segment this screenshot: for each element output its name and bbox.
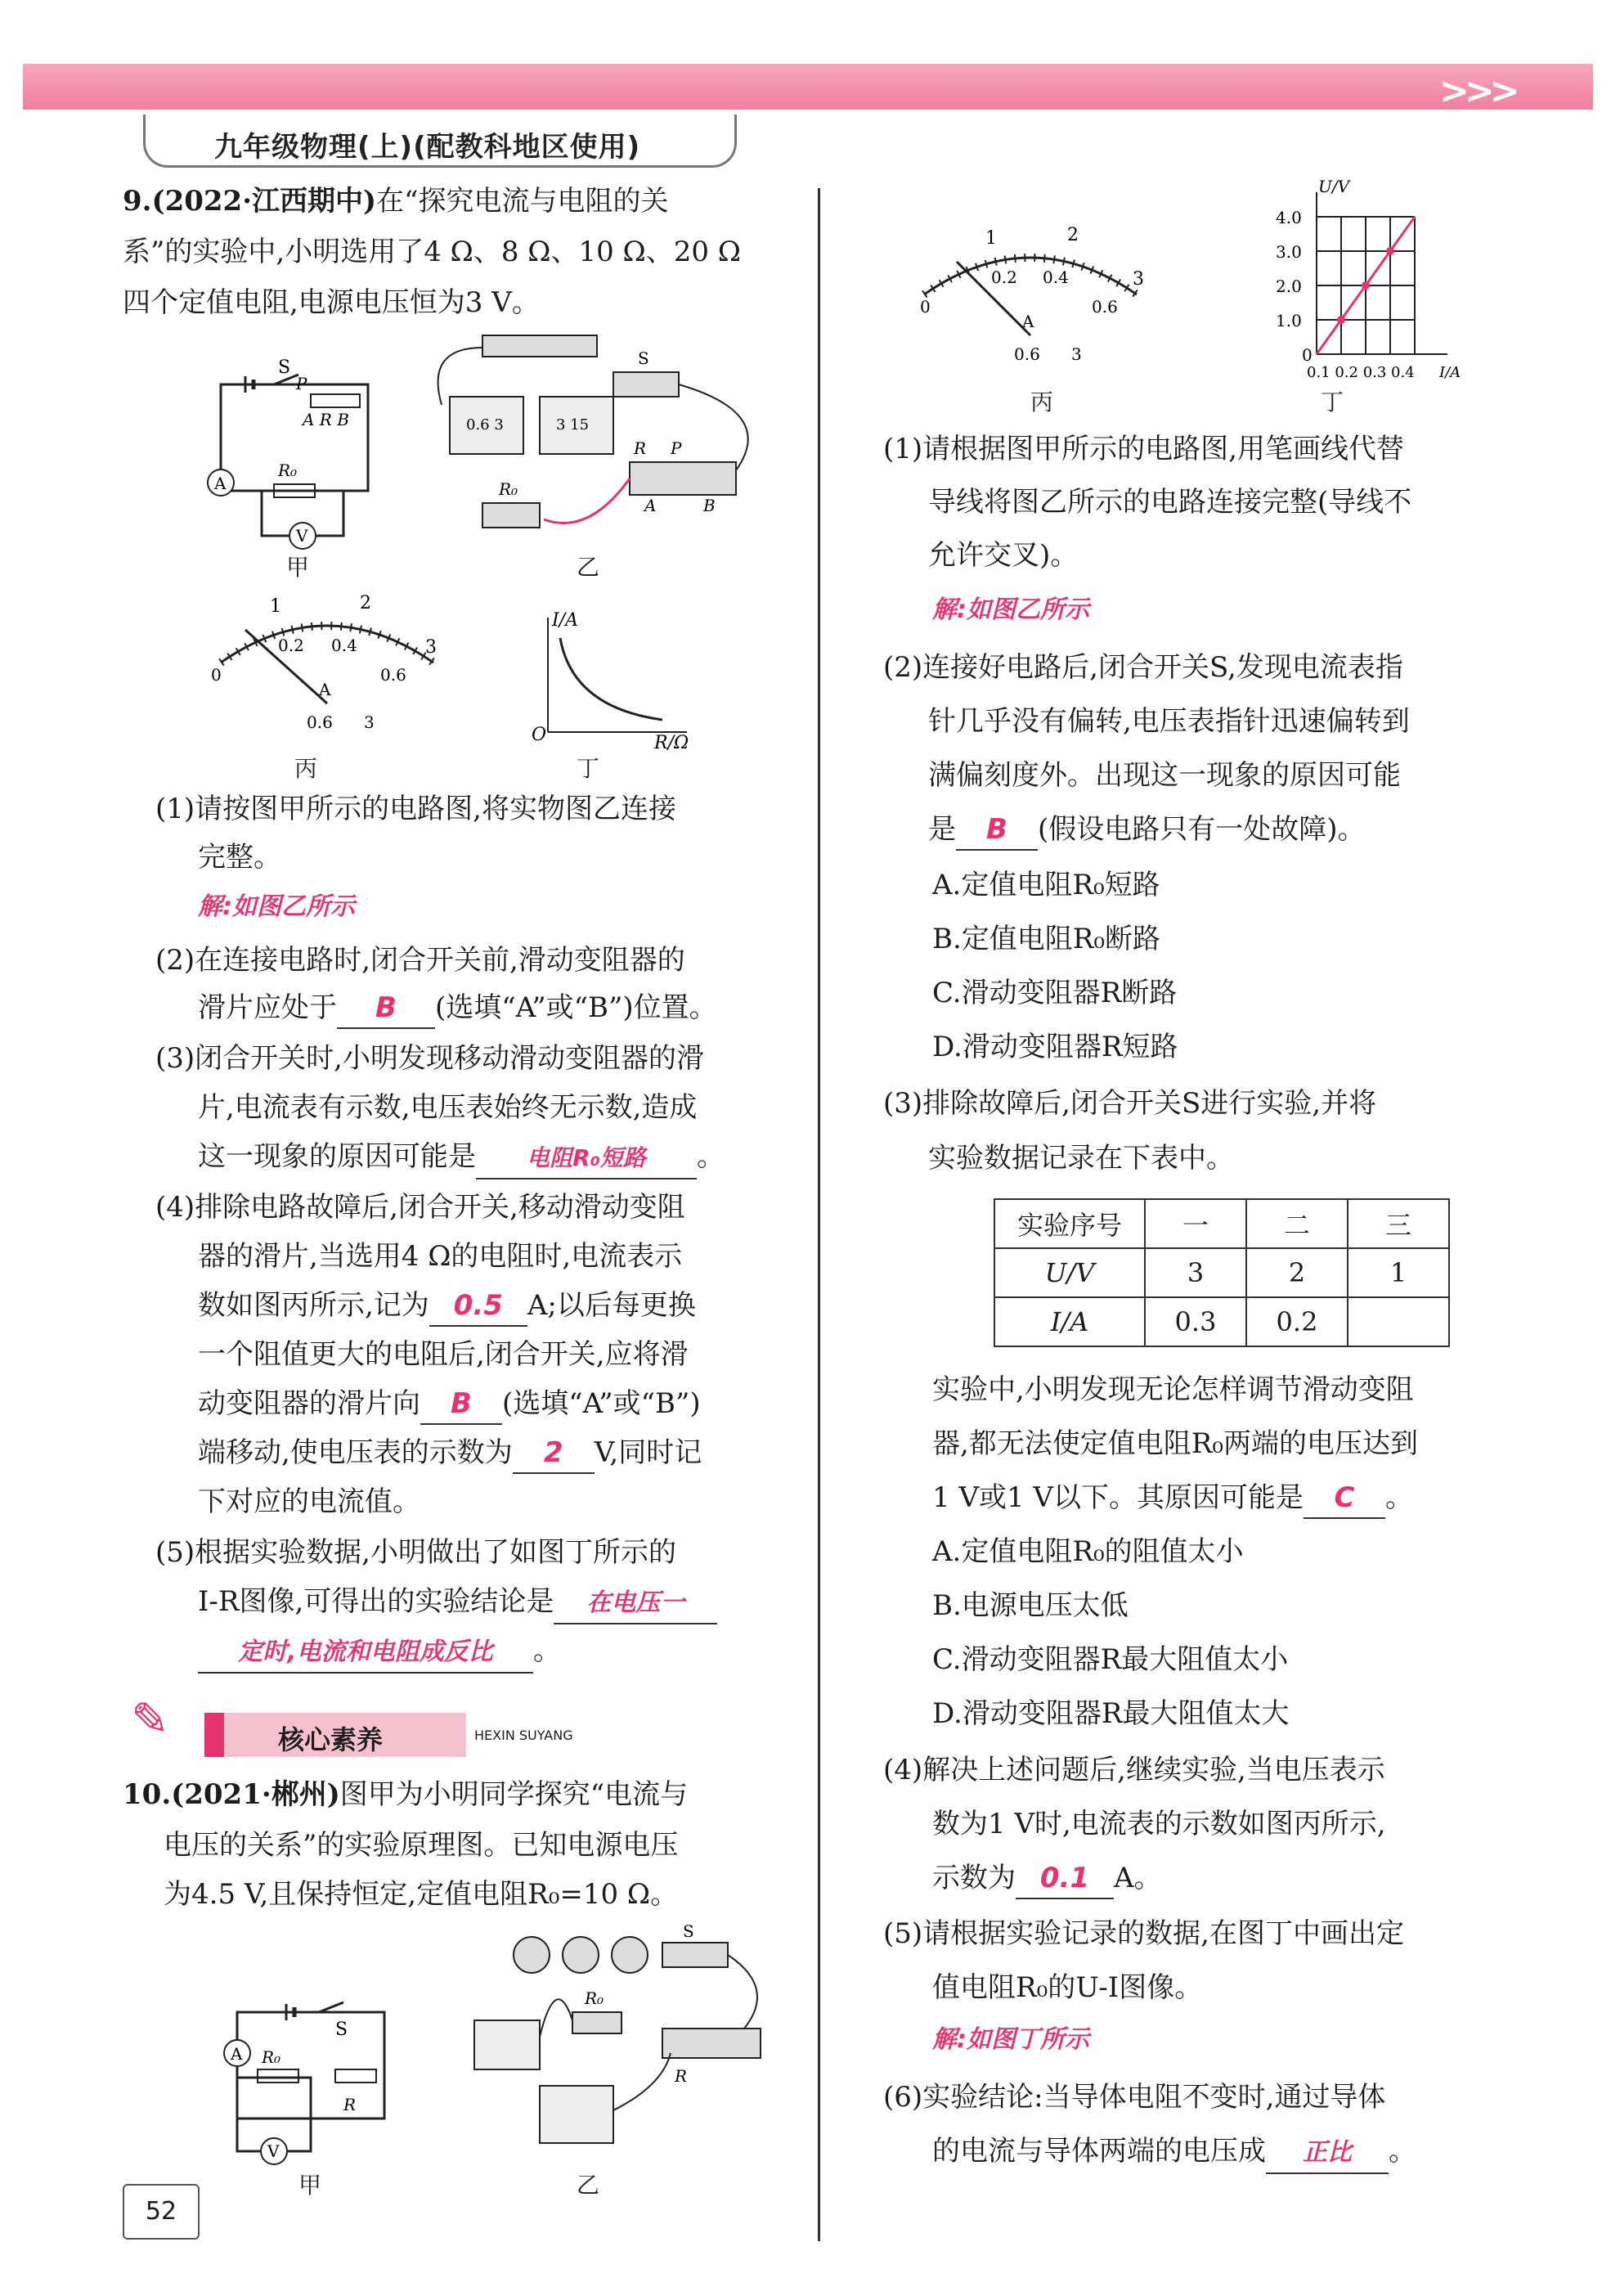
q9-stem-line1: 9.(2022·江西期中)在“探究电流与电阻的关: [123, 185, 669, 218]
q9-p4-line6: 端移动,使电压表的示数为 2 V,同时记: [198, 1433, 702, 1474]
q10-p4-line3: 示数为 0.1 A。: [932, 1858, 1162, 1899]
q9-circuit-diagram-jia: [196, 357, 393, 556]
svg-text:A: A: [214, 474, 227, 493]
q10-caption-ding: 丁: [1321, 389, 1344, 416]
svg-text:0: 0: [211, 665, 222, 685]
q9-ir-graph-ding: [515, 609, 703, 753]
svg-text:S: S: [335, 2020, 348, 2040]
page-header-title: 九年级物理(上)(配教科地区使用): [214, 131, 641, 164]
q10-ui-graph-ding: [1243, 176, 1488, 380]
header-arrows-icon: >>>: [1439, 70, 1515, 112]
table-row: [994, 1199, 1449, 1248]
q9-p3-line2: 片,电流表有示数,电压表始终无示数,造成: [198, 1091, 698, 1124]
q9-p4-line2: 器的滑片,当选用4 Ω的电阻时,电流表示: [198, 1240, 683, 1273]
table-cell: 0.3: [1145, 1297, 1246, 1346]
svg-text:O: O: [532, 725, 547, 745]
q9-p1-line2: 完整。: [198, 841, 281, 874]
svg-text:0: 0: [1302, 345, 1313, 365]
q10-p1-answer: 解:如图乙所示: [932, 595, 1089, 624]
q10-p2-line1: (2)连接好电路后,闭合开关S,发现电流表指: [883, 651, 1403, 684]
svg-text:R₀: R₀: [278, 461, 298, 480]
q10-p2-line2: 针几乎没有偏转,电压表指针迅速偏转到: [928, 705, 1410, 738]
svg-text:P: P: [671, 438, 682, 458]
svg-text:V: V: [267, 2141, 280, 2161]
q10-p6-line1: (6)实验结论:当导体电阻不变时,通过导体: [883, 2081, 1386, 2114]
q10-ammeter-bing: [900, 221, 1161, 376]
svg-text:S: S: [683, 1921, 694, 1941]
q10-p2-line3: 满偏刻度外。出现这一现象的原因可能: [928, 759, 1401, 792]
table-header-cell: 三: [1348, 1199, 1449, 1248]
q9-p1-answer: 解:如图乙所示: [198, 892, 355, 921]
q9-p4-line3: 数如图丙所示,记为 0.5 A;以后每更换: [198, 1286, 696, 1327]
svg-text:2: 2: [1067, 225, 1079, 245]
table-row: [994, 1248, 1449, 1297]
q10-caption-jia: 甲: [298, 2172, 322, 2199]
q9-p3-line1: (3)闭合开关时,小明发现移动滑动变阻器的滑: [155, 1042, 704, 1075]
table-header-cell: 实验序号: [994, 1199, 1145, 1248]
svg-text:3: 3: [1133, 269, 1144, 290]
svg-text:B: B: [703, 496, 716, 515]
svg-text:3 15: 3 15: [556, 416, 590, 434]
q10-p3-line1: (3)排除故障后,闭合开关S进行实验,并将: [883, 1087, 1377, 1120]
svg-text:0.4: 0.4: [331, 636, 357, 655]
svg-text:3.0: 3.0: [1276, 242, 1302, 262]
q9-p4-line7: 下对应的电流值。: [198, 1485, 420, 1518]
svg-text:2: 2: [360, 593, 371, 613]
svg-text:0.6: 0.6: [307, 712, 333, 732]
q10-p4-line1: (4)解决上述问题后,继续实验,当电压表示: [883, 1754, 1385, 1786]
q10-p3-option-d: D.滑动变阻器R最大阻值太大: [932, 1697, 1290, 1730]
table-cell: I/A: [994, 1297, 1145, 1346]
q9-p5-answer1: 在电压一: [554, 1584, 717, 1624]
table-cell: 3: [1145, 1248, 1246, 1297]
pen-icon: ✎: [131, 1693, 169, 1746]
table-row: [994, 1297, 1449, 1346]
q10-stem-line3: 为4.5 V,且保持恒定,定值电阻R₀=10 Ω。: [164, 1878, 679, 1911]
svg-text:0.6: 0.6: [380, 665, 406, 685]
q10-p5-line1: (5)请根据实验记录的数据,在图丁中画出定: [883, 1917, 1404, 1950]
q10-p2-answer: B: [956, 810, 1038, 851]
q10-p1-line1: (1)请根据图甲所示的电路图,用笔画线代替: [883, 433, 1404, 465]
q10-p5-line2: 值电阻R₀的U-I图像。: [932, 1971, 1203, 2004]
q9-caption-ding: 丁: [577, 755, 600, 782]
q10-p3-line2: 实验数据记录在下表中。: [928, 1142, 1234, 1175]
svg-text:A: A: [644, 496, 657, 515]
column-divider: [818, 188, 820, 2241]
q10-p3b-line3: 1 V或1 V以下。其原因可能是 C 。: [932, 1478, 1413, 1519]
svg-text:1: 1: [985, 228, 997, 249]
svg-text:0.6: 0.6: [1014, 344, 1040, 364]
svg-text:U/V: U/V: [1318, 177, 1350, 196]
section-badge-title: 核心素养: [278, 1724, 384, 1755]
q10-p3-option-b: B.电源电压太低: [932, 1589, 1129, 1622]
svg-text:3: 3: [364, 712, 375, 732]
q10-p3-option-c: C.滑动变阻器R最大阻值太小: [932, 1643, 1289, 1676]
q9-caption-yi: 乙: [577, 554, 600, 581]
q9-p2-line2: 滑片应处于 B (选填“A”或“B”)位置。: [198, 988, 717, 1029]
q9-p1-line1: (1)请按图甲所示的电路图,将实物图乙连接: [155, 793, 676, 825]
q9-p5-line1: (5)根据实验数据,小明做出了如图丁所示的: [155, 1536, 676, 1569]
q10-p5-answer: 解:如图丁所示: [932, 2025, 1089, 2054]
q10-p1-line3: 允许交叉)。: [928, 539, 1079, 572]
q10-p2-option-d: D.滑动变阻器R短路: [932, 1031, 1178, 1063]
q9-p3-line3: 这一现象的原因可能是 电阻R₀短路 。: [198, 1137, 725, 1179]
svg-text:0.2: 0.2: [278, 636, 304, 655]
table-cell: 1: [1348, 1248, 1449, 1297]
q9-stem-line3: 四个定值电阻,电源电压恒为3 V。: [123, 286, 540, 319]
svg-text:V: V: [296, 526, 308, 546]
q9-caption-jia: 甲: [286, 554, 310, 581]
q10-physical-circuit-yi: [466, 1922, 793, 2168]
svg-text:0.4: 0.4: [1043, 267, 1069, 287]
table-cell: [1348, 1297, 1449, 1346]
q10-p6-answer: 正比: [1266, 2133, 1389, 2174]
table-header-cell: 二: [1246, 1199, 1348, 1248]
svg-text:A R B: A R B: [303, 410, 349, 429]
section-badge-subtitle: HEXIN SUYANG: [474, 1728, 573, 1743]
q10-stem-line2: 电压的关系”的实验原理图。已知电源电压: [164, 1829, 679, 1862]
svg-text:R: R: [675, 2066, 688, 2086]
svg-text:2.0: 2.0: [1276, 276, 1302, 296]
svg-text:I/A: I/A: [1439, 364, 1461, 381]
q10-p3b-answer: C: [1304, 1478, 1385, 1519]
svg-text:S: S: [638, 348, 649, 368]
q9-p4-answer3: 2: [513, 1433, 595, 1474]
q9-ammeter-bing: [196, 589, 458, 744]
svg-text:A: A: [1022, 312, 1034, 331]
section-badge: [204, 1713, 466, 1757]
q10-p2-line4: 是 B (假设电路只有一处故障)。: [928, 810, 1366, 851]
q10-p2-option-b: B.定值电阻R₀断路: [932, 923, 1161, 955]
q9-p4-answer1: 0.5: [429, 1286, 527, 1327]
q10-p4-answer: 0.1: [1016, 1858, 1114, 1899]
q10-stem-line1: 10.(2021·郴州)图甲为小明同学探究“电流与: [123, 1778, 689, 1811]
page-number: 52: [123, 2184, 200, 2240]
q9-p4-answer2: B: [420, 1384, 502, 1425]
q10-circuit-diagram-jia: [221, 1996, 401, 2176]
svg-text:0.2: 0.2: [991, 267, 1017, 287]
table-cell: U/V: [994, 1248, 1145, 1297]
svg-text:S: S: [278, 357, 291, 378]
q9-p2-line1: (2)在连接电路时,闭合开关前,滑动变阻器的: [155, 944, 685, 977]
q10-caption-bing: 丙: [1030, 389, 1054, 416]
table-cell: 2: [1246, 1248, 1348, 1297]
q9-p4-line4: 一个阻值更大的电阻后,闭合开关,应将滑: [198, 1338, 689, 1371]
svg-text:0: 0: [920, 297, 931, 317]
svg-text:R: R: [634, 438, 647, 458]
svg-text:3: 3: [1071, 344, 1082, 364]
svg-text:P: P: [296, 374, 307, 393]
svg-text:R₀: R₀: [499, 479, 518, 499]
svg-text:I/A: I/A: [552, 610, 578, 631]
q9-p4-line5: 动变阻器的滑片向 B (选填“A”或“B”): [198, 1384, 701, 1425]
q9-p3-answer: 电阻R₀短路: [476, 1139, 697, 1179]
q10-p2-option-c: C.滑动变阻器R断路: [932, 977, 1178, 1009]
svg-text:0.1 0.2 0.3 0.4: 0.1 0.2 0.3 0.4: [1307, 364, 1415, 381]
svg-text:0.6: 0.6: [1092, 297, 1118, 317]
q10-p3b-line2: 器,都无法使定值电阻R₀两端的电压达到: [932, 1427, 1419, 1460]
svg-text:A: A: [319, 680, 331, 699]
q9-p5-answer2: 定时,电流和电阻成反比: [198, 1633, 533, 1674]
svg-text:R₀: R₀: [262, 2047, 281, 2067]
q9-p5-line2: I-R图像,可得出的实验结论是 在电压一: [198, 1582, 717, 1624]
header-band: [23, 64, 1593, 110]
q10-caption-yi: 乙: [577, 2172, 600, 2199]
svg-text:R/Ω: R/Ω: [654, 733, 689, 753]
q10-p1-line2: 导线将图乙所示的电路连接完整(导线不: [928, 486, 1412, 519]
svg-text:R₀: R₀: [585, 1988, 604, 2008]
svg-text:3: 3: [425, 637, 437, 658]
svg-text:1: 1: [270, 596, 281, 617]
q10-data-table: [994, 1198, 1450, 1347]
q9-p5-line3: 定时,电流和电阻成反比 。: [198, 1631, 561, 1674]
q9-p2-answer: B: [337, 988, 435, 1029]
svg-text:R: R: [343, 2095, 357, 2114]
q10-p2-option-a: A.定值电阻R₀短路: [932, 869, 1160, 901]
q9-caption-bing: 丙: [294, 755, 318, 782]
table-header-cell: 一: [1145, 1199, 1246, 1248]
svg-text:A: A: [231, 2044, 243, 2064]
q9-physical-circuit-yi: [425, 331, 785, 552]
q10-p3-option-a: A.定值电阻R₀的阻值太小: [932, 1535, 1244, 1568]
svg-text:0.6 3: 0.6 3: [466, 416, 504, 434]
q9-stem-line2: 系”的实验中,小明选用了4 Ω、8 Ω、10 Ω、20 Ω: [123, 236, 741, 268]
table-cell: 0.2: [1246, 1297, 1348, 1346]
q10-p3b-line1: 实验中,小明发现无论怎样调节滑动变阻: [932, 1373, 1414, 1406]
svg-text:1.0: 1.0: [1276, 311, 1302, 330]
q10-p6-line2: 的电流与导体两端的电压成 正比 。: [932, 2132, 1416, 2174]
q10-p4-line2: 数为1 V时,电流表的示数如图丙所示,: [932, 1808, 1386, 1840]
svg-text:4.0: 4.0: [1276, 208, 1302, 227]
q9-p4-line1: (4)排除电路故障后,闭合开关,移动滑动变阻: [155, 1191, 685, 1224]
